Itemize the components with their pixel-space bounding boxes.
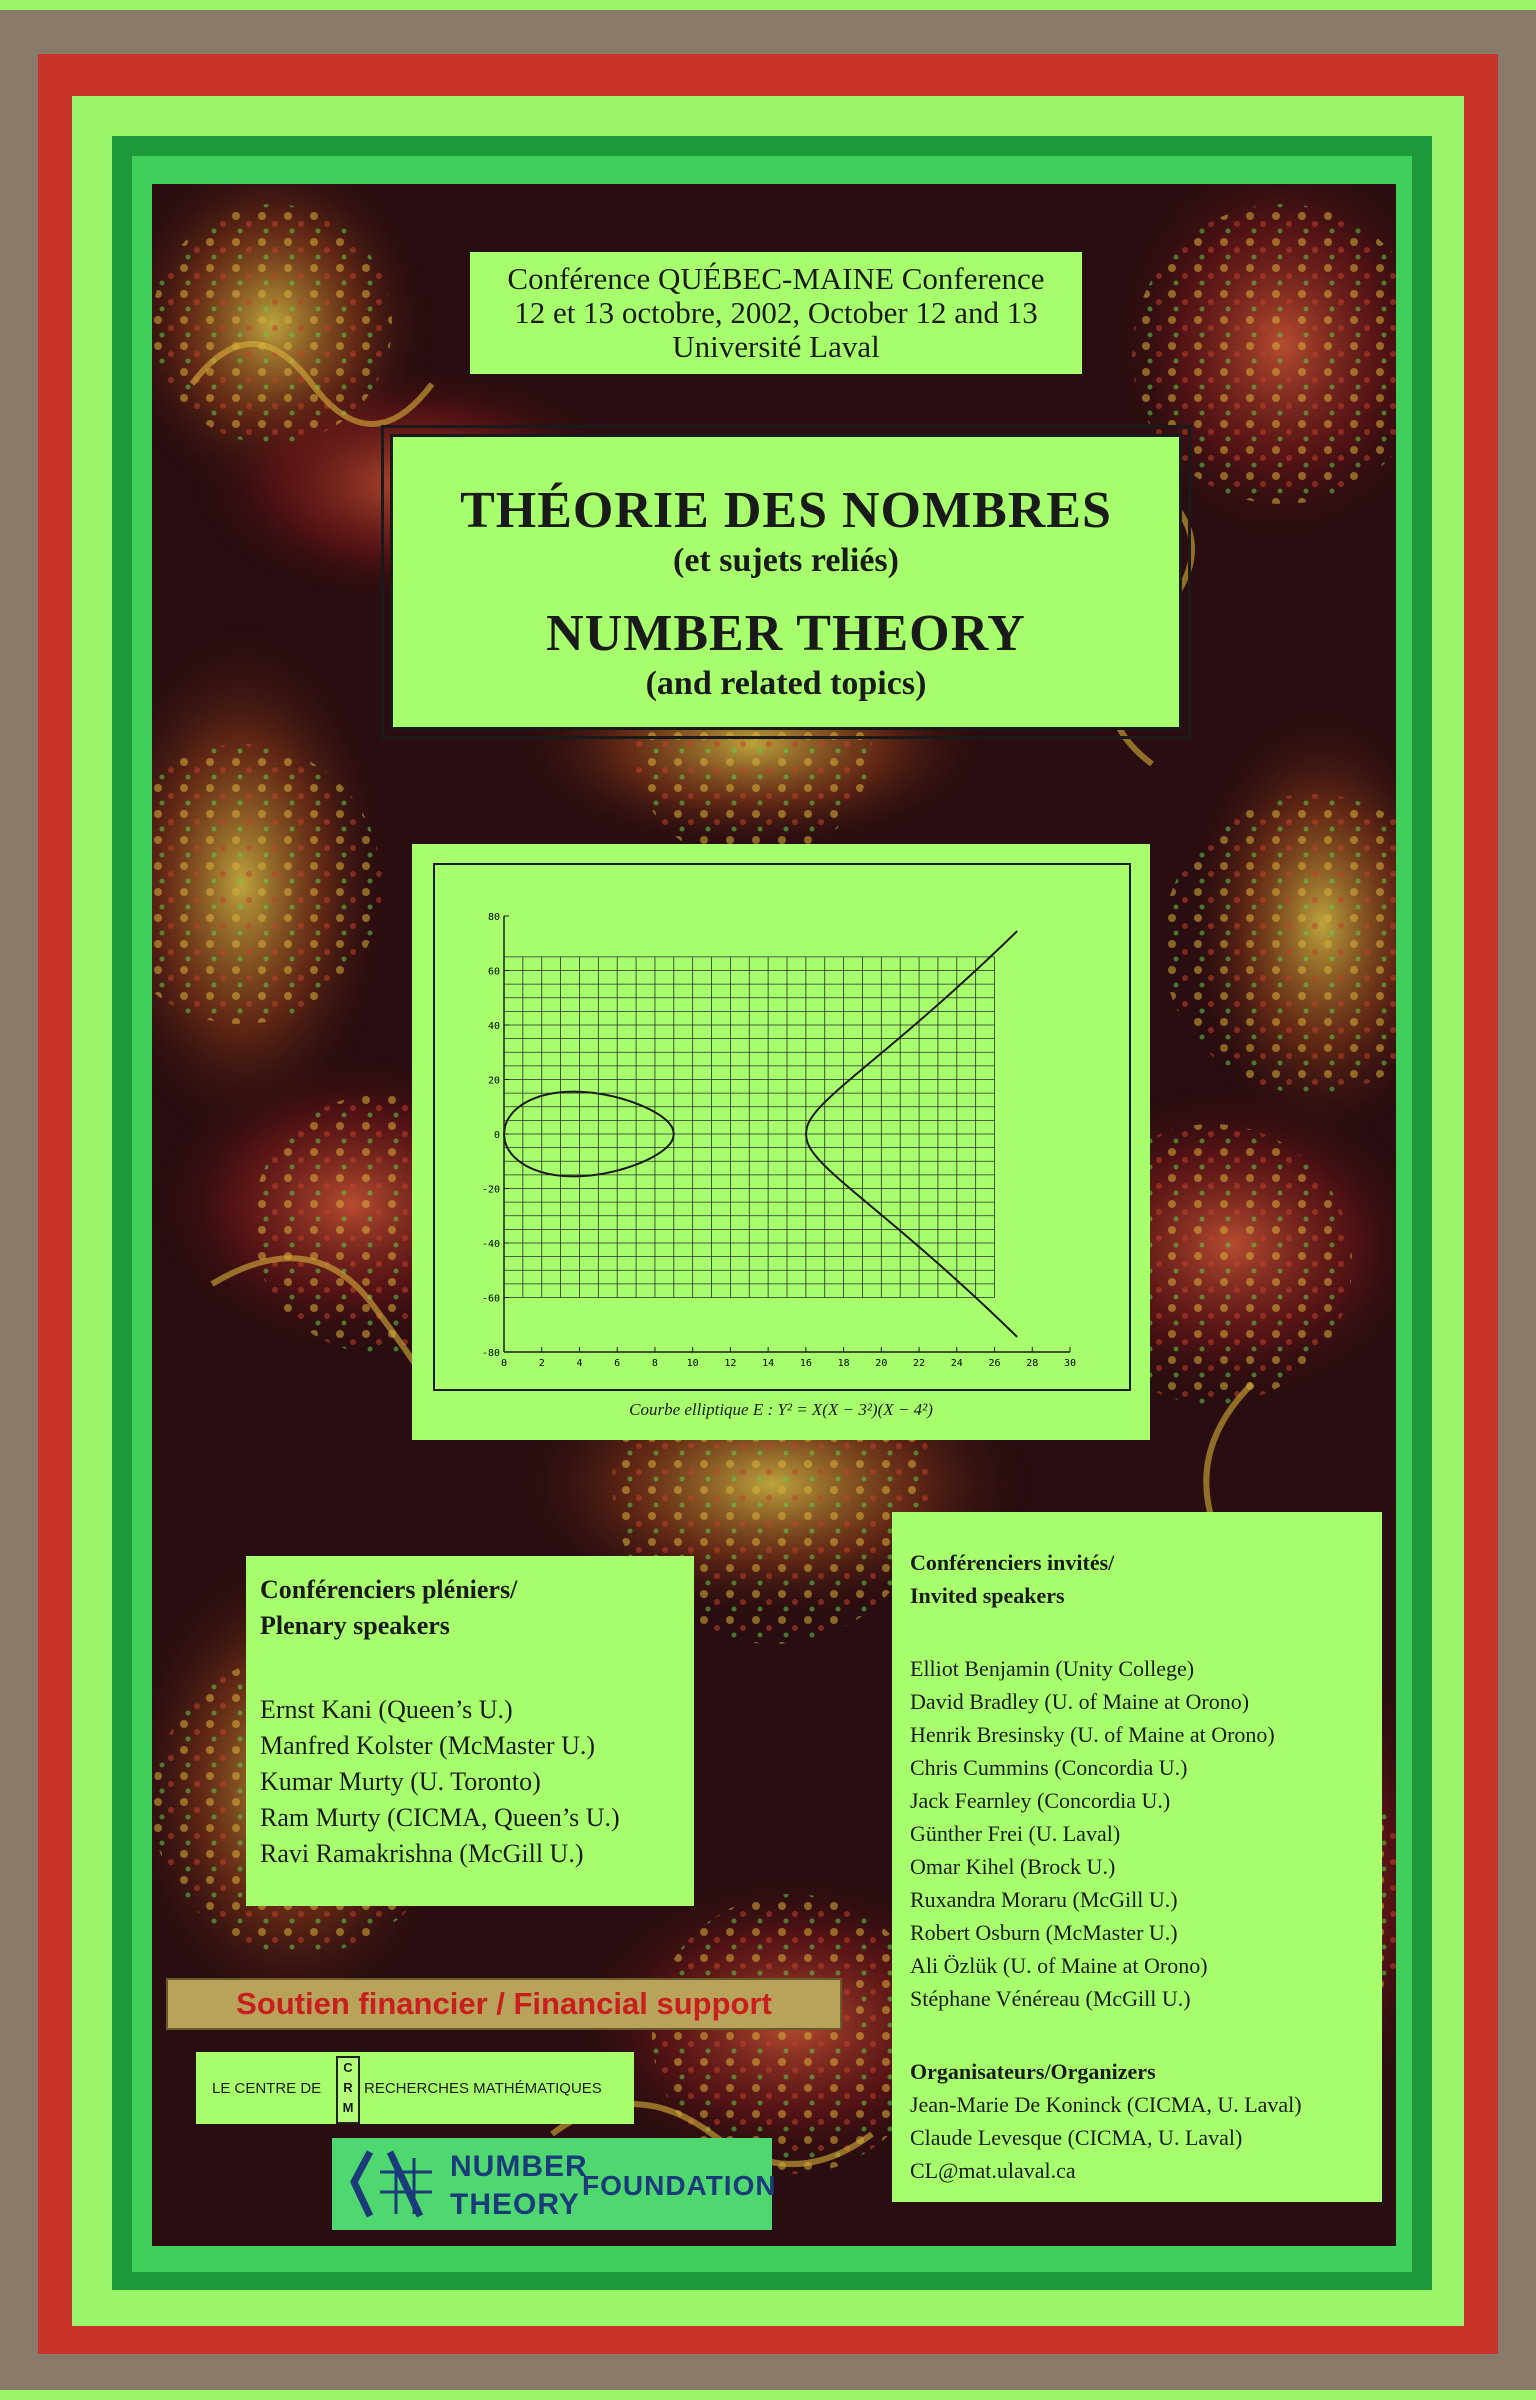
x-tick-label: 12 — [724, 1358, 737, 1369]
x-tick-label: 18 — [837, 1358, 850, 1369]
x-tick-label: 16 — [799, 1358, 812, 1369]
crm-letter: R — [343, 2080, 353, 2095]
x-tick-label: 28 — [1026, 1358, 1039, 1369]
invited-speakers-box — [892, 1512, 1382, 2202]
y-tick-label: -80 — [481, 1348, 500, 1359]
invited-speaker: Henrik Bresinsky (U. of Maine at Orono) — [910, 1722, 1275, 1747]
invited-heading-en: Invited speakers — [910, 1583, 1065, 1608]
y-tick-label: -40 — [481, 1239, 500, 1250]
invited-speaker: Omar Kihel (Brock U.) — [910, 1854, 1116, 1879]
invited-speaker: Chris Cummins (Concordia U.) — [910, 1755, 1188, 1780]
title-english: NUMBER THEORY — [546, 605, 1026, 662]
y-tick-label: 20 — [487, 1075, 500, 1087]
x-tick-label: 14 — [762, 1358, 775, 1369]
conference-venue: Université Laval — [672, 329, 880, 364]
x-tick-label: 4 — [576, 1358, 583, 1369]
subtitle-english: (and related topics) — [645, 665, 927, 702]
title-box — [390, 434, 1182, 730]
invited-speaker: Robert Osburn (McMaster U.) — [910, 1920, 1178, 1945]
invited-speaker: Ali Özlük (U. of Maine at Orono) — [910, 1953, 1208, 1978]
y-tick-label: 60 — [487, 966, 500, 978]
plenary-speakers-box — [246, 1556, 694, 1906]
x-tick-label: 8 — [651, 1358, 658, 1369]
crm-letter: C — [343, 2060, 353, 2075]
invited-speaker: Günther Frei (U. Laval) — [910, 1821, 1121, 1846]
number-theory-foundation-logo — [332, 2138, 777, 2230]
ntf-emblem-icon — [340, 2142, 440, 2226]
subtitle-french: (et sujets reliés) — [673, 542, 899, 579]
plenary-speaker: Manfred Kolster (McMaster U.) — [260, 1731, 596, 1760]
x-tick-label: 0 — [500, 1358, 508, 1369]
invited-speaker: Stéphane Vénéreau (McGill U.) — [910, 1986, 1191, 2011]
plenary-speaker: Kumar Murty (U. Toronto) — [260, 1767, 541, 1796]
organizer: Claude Levesque (CICMA, U. Laval) — [910, 2125, 1243, 2150]
ntf-theory-text: THEORY — [450, 2188, 580, 2221]
organizer: Jean-Marie De Koninck (CICMA, U. Laval) — [910, 2092, 1302, 2117]
plenary-heading-fr: Conférenciers pléniers/ — [260, 1575, 518, 1604]
invited-heading-fr: Conférenciers invités/ — [910, 1550, 1115, 1575]
x-tick-label: 30 — [1063, 1358, 1077, 1369]
ntf-foundation-text: FOUNDATION — [582, 2170, 777, 2201]
invited-speaker: Jack Fearnley (Concordia U.) — [910, 1788, 1171, 1813]
crm-logo-icon — [336, 2056, 360, 2124]
invited-speaker: David Bradley (U. of Maine at Orono) — [910, 1689, 1250, 1714]
x-tick-label: 24 — [950, 1358, 963, 1369]
elliptic-curve-chart — [412, 844, 1150, 1400]
x-tick-label: 6 — [614, 1358, 621, 1369]
y-tick-label: 40 — [487, 1021, 500, 1032]
conference-dates: 12 et 13 octobre, 2002, October 12 and 13 — [514, 295, 1038, 330]
financial-support-heading: Soutien financier / Financial support — [166, 1978, 842, 2030]
y-tick-label: -20 — [481, 1184, 500, 1196]
plenary-speaker: Ram Murty (CICMA, Queen’s U.) — [260, 1803, 620, 1832]
crm-name-left: LE CENTRE DE — [212, 2080, 322, 2097]
invited-speaker: Elliot Benjamin (Unity College) — [910, 1656, 1195, 1681]
chart-box — [412, 844, 1150, 1440]
x-tick-label: 2 — [538, 1358, 545, 1369]
x-tick-label: 22 — [913, 1358, 926, 1369]
organizer-email[interactable]: CL@mat.ulaval.ca — [910, 2158, 1076, 2183]
chart-caption: Courbe elliptique E : Y² = X(X − 3²)(X − 4²) — [629, 1400, 933, 1419]
crm-name-right: RECHERCHES MATHÉMATIQUES — [364, 2080, 602, 2097]
ntf-number-text: NUMBER — [450, 2150, 588, 2183]
x-tick-label: 10 — [686, 1358, 699, 1369]
y-tick-label: 80 — [487, 912, 500, 923]
crm-logo-box — [196, 2052, 634, 2124]
conference-name: Conférence QUÉBEC-MAINE Conference — [507, 261, 1045, 296]
conference-info-box — [470, 252, 1082, 374]
plenary-speaker: Ernst Kani (Queen’s U.) — [260, 1695, 513, 1724]
plenary-speaker: Ravi Ramakrishna (McGill U.) — [260, 1839, 584, 1868]
chart-frame — [434, 864, 1130, 1390]
organizers-heading: Organisateurs/Organizers — [910, 2059, 1156, 2084]
x-tick-label: 26 — [988, 1358, 1001, 1369]
invited-speaker: Ruxandra Moraru (McGill U.) — [910, 1887, 1178, 1912]
title-french: THÉORIE DES NOMBRES — [460, 482, 1112, 539]
y-tick-label: -60 — [481, 1293, 500, 1305]
plenary-heading-en: Plenary speakers — [260, 1611, 450, 1640]
y-tick-label: 0 — [493, 1130, 500, 1141]
crm-letter: M — [342, 2100, 354, 2115]
x-tick-label: 20 — [875, 1358, 888, 1369]
